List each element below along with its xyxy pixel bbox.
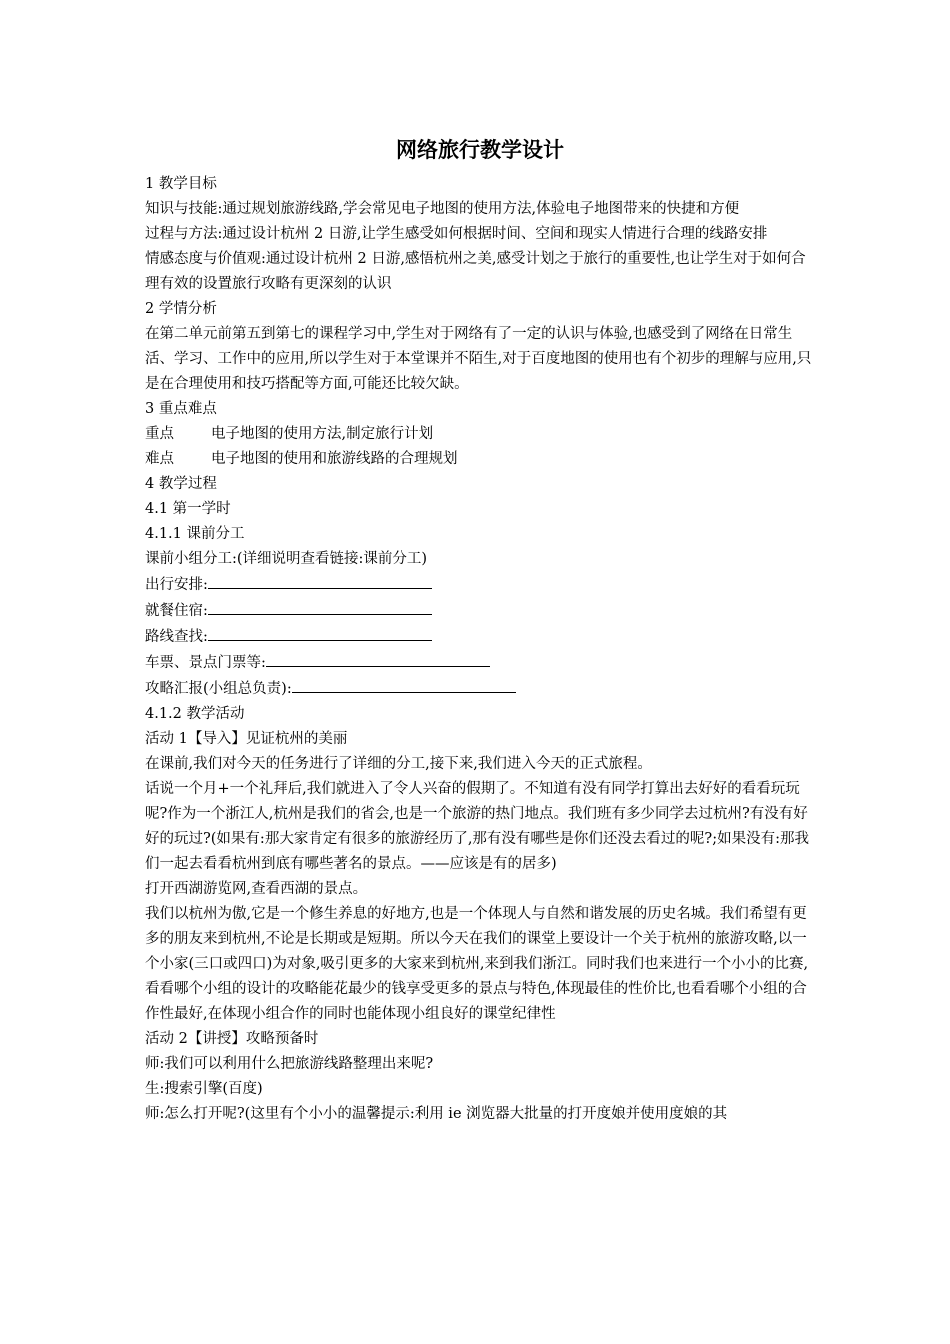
- activity2-heading: 活动 2【讲授】攻略预备时: [145, 1031, 319, 1047]
- task-label-tickets: 车票、景点门票等:: [145, 655, 266, 671]
- keypoint-row: [145, 422, 815, 447]
- task-label-lodging: 就餐住宿:: [145, 603, 208, 619]
- document-page: [145, 134, 815, 1127]
- section-heading-objectives: 1 教学目标: [145, 176, 217, 192]
- activity1-heading: 活动 1【导入】见证杭州的美丽: [145, 731, 348, 747]
- task-row-lodging: [145, 598, 815, 624]
- section-heading-keypoints: 3 重点难点: [145, 401, 217, 417]
- difficulty-text: 电子地图的使用和旅游线路的合理规划: [211, 451, 458, 467]
- subsection-heading-4-1-2: 4.1.2 教学活动: [145, 706, 245, 722]
- task-label-route: 路线查找:: [145, 629, 208, 645]
- activity1-paragraph-4: 我们以杭州为傲,它是一个修生养息的好地方,也是一个体现人与自然和谐发展的历史名城。我们希望有更多的朋友来到杭州,不论是长期或是短期。所以今天在我们的课堂上要设计一个关于杭州的旅游攻略,以一个小家(三口或四口)为对象,吸引更多的大家来到杭州,来到我们浙江。同时我们也来进行一个小小的比赛,看看哪个小组的设计的攻略能花最少的钱享受更多的景点与特色,体现最佳的性价比,也看看哪个小组的合作性最好,在体现小组合作的同时也能体现小组良好的课堂纪律性: [145, 906, 809, 1022]
- keypoint-label: 重点: [145, 426, 174, 442]
- activity2-teacher-followup: 师:怎么打开呢?(这里有个小小的温馨提示:利用 ie 浏览器大批量的打开度娘并使用度娘的其: [145, 1106, 728, 1122]
- task-row-report: [145, 676, 815, 702]
- fill-blank-line: [292, 676, 516, 693]
- activity1-paragraph-3: 打开西湖游览网,查看西湖的景点。: [145, 881, 368, 897]
- objective-knowledge: 知识与技能:通过规划旅游线路,学会常见电子地图的使用方法,体验电子地图带来的快捷和方便: [145, 201, 740, 217]
- keypoint-text: 电子地图的使用方法,制定旅行计划: [211, 426, 434, 442]
- fill-blank-line: [208, 598, 432, 615]
- fill-blank-line: [208, 572, 432, 589]
- task-row-tickets: [145, 650, 815, 676]
- activity2-teacher-question: 师:我们可以利用什么把旅游线路整理出来呢?: [145, 1056, 434, 1072]
- section-heading-analysis: 2 学情分析: [145, 301, 217, 317]
- activity2-student-answer: 生:搜索引擎(百度): [145, 1081, 263, 1097]
- division-intro: 课前小组分工:(详细说明查看链接:课前分工): [145, 551, 428, 567]
- difficulty-row: [145, 447, 815, 472]
- activity1-paragraph-1: 在课前,我们对今天的任务进行了详细的分工,接下来,我们进入今天的正式旅程。: [145, 756, 652, 772]
- difficulty-label: 难点: [145, 451, 174, 467]
- document-title: 网络旅行教学设计: [396, 138, 564, 162]
- subsection-heading-4-1: 4.1 第一学时: [145, 501, 231, 517]
- analysis-paragraph: 在第二单元前第五到第七的课程学习中,学生对于网络有了一定的认识与体验,也感受到了网络在日常生活、学习、工作中的应用,所以学生对于本堂课并不陌生,对于百度地图的使用也有个初步的理解与应用,只是在合理使用和技巧搭配等方面,可能还比较欠缺。: [145, 326, 812, 392]
- section-heading-process: 4 教学过程: [145, 476, 217, 492]
- task-label-travel: 出行安排:: [145, 577, 208, 593]
- activity1-paragraph-2: 话说一个月+一个礼拜后,我们就进入了令人兴奋的假期了。不知道有没有同学打算出去好好的看看玩玩呢?作为一个浙江人,杭州是我们的省会,也是一个旅游的热门地点。我们班有多少同学去过杭州?有没有好好的玩过?(如果有:那大家肯定有很多的旅游经历了,那有没有哪些是你们还没去看过的呢?;如果没有:那我们一起去看看杭州到底有哪些著名的景点。——应该是有的居多): [145, 781, 809, 872]
- subsection-heading-4-1-1: 4.1.1 课前分工: [145, 526, 245, 542]
- fill-blank-line: [266, 650, 490, 667]
- task-row-travel: [145, 572, 815, 598]
- task-row-route: [145, 624, 815, 650]
- objective-attitude: 情感态度与价值观:通过设计杭州 2 日游,感悟杭州之美,感受计划之于旅行的重要性,也让学生对于如何合理有效的设置旅行攻略有更深刻的认识: [145, 251, 806, 292]
- objective-process: 过程与方法:通过设计杭州 2 日游,让学生感受如何根据时间、空间和现实人情进行合理的线路安排: [145, 226, 768, 242]
- fill-blank-line: [208, 624, 432, 641]
- task-label-report: 攻略汇报(小组总负责):: [145, 681, 292, 697]
